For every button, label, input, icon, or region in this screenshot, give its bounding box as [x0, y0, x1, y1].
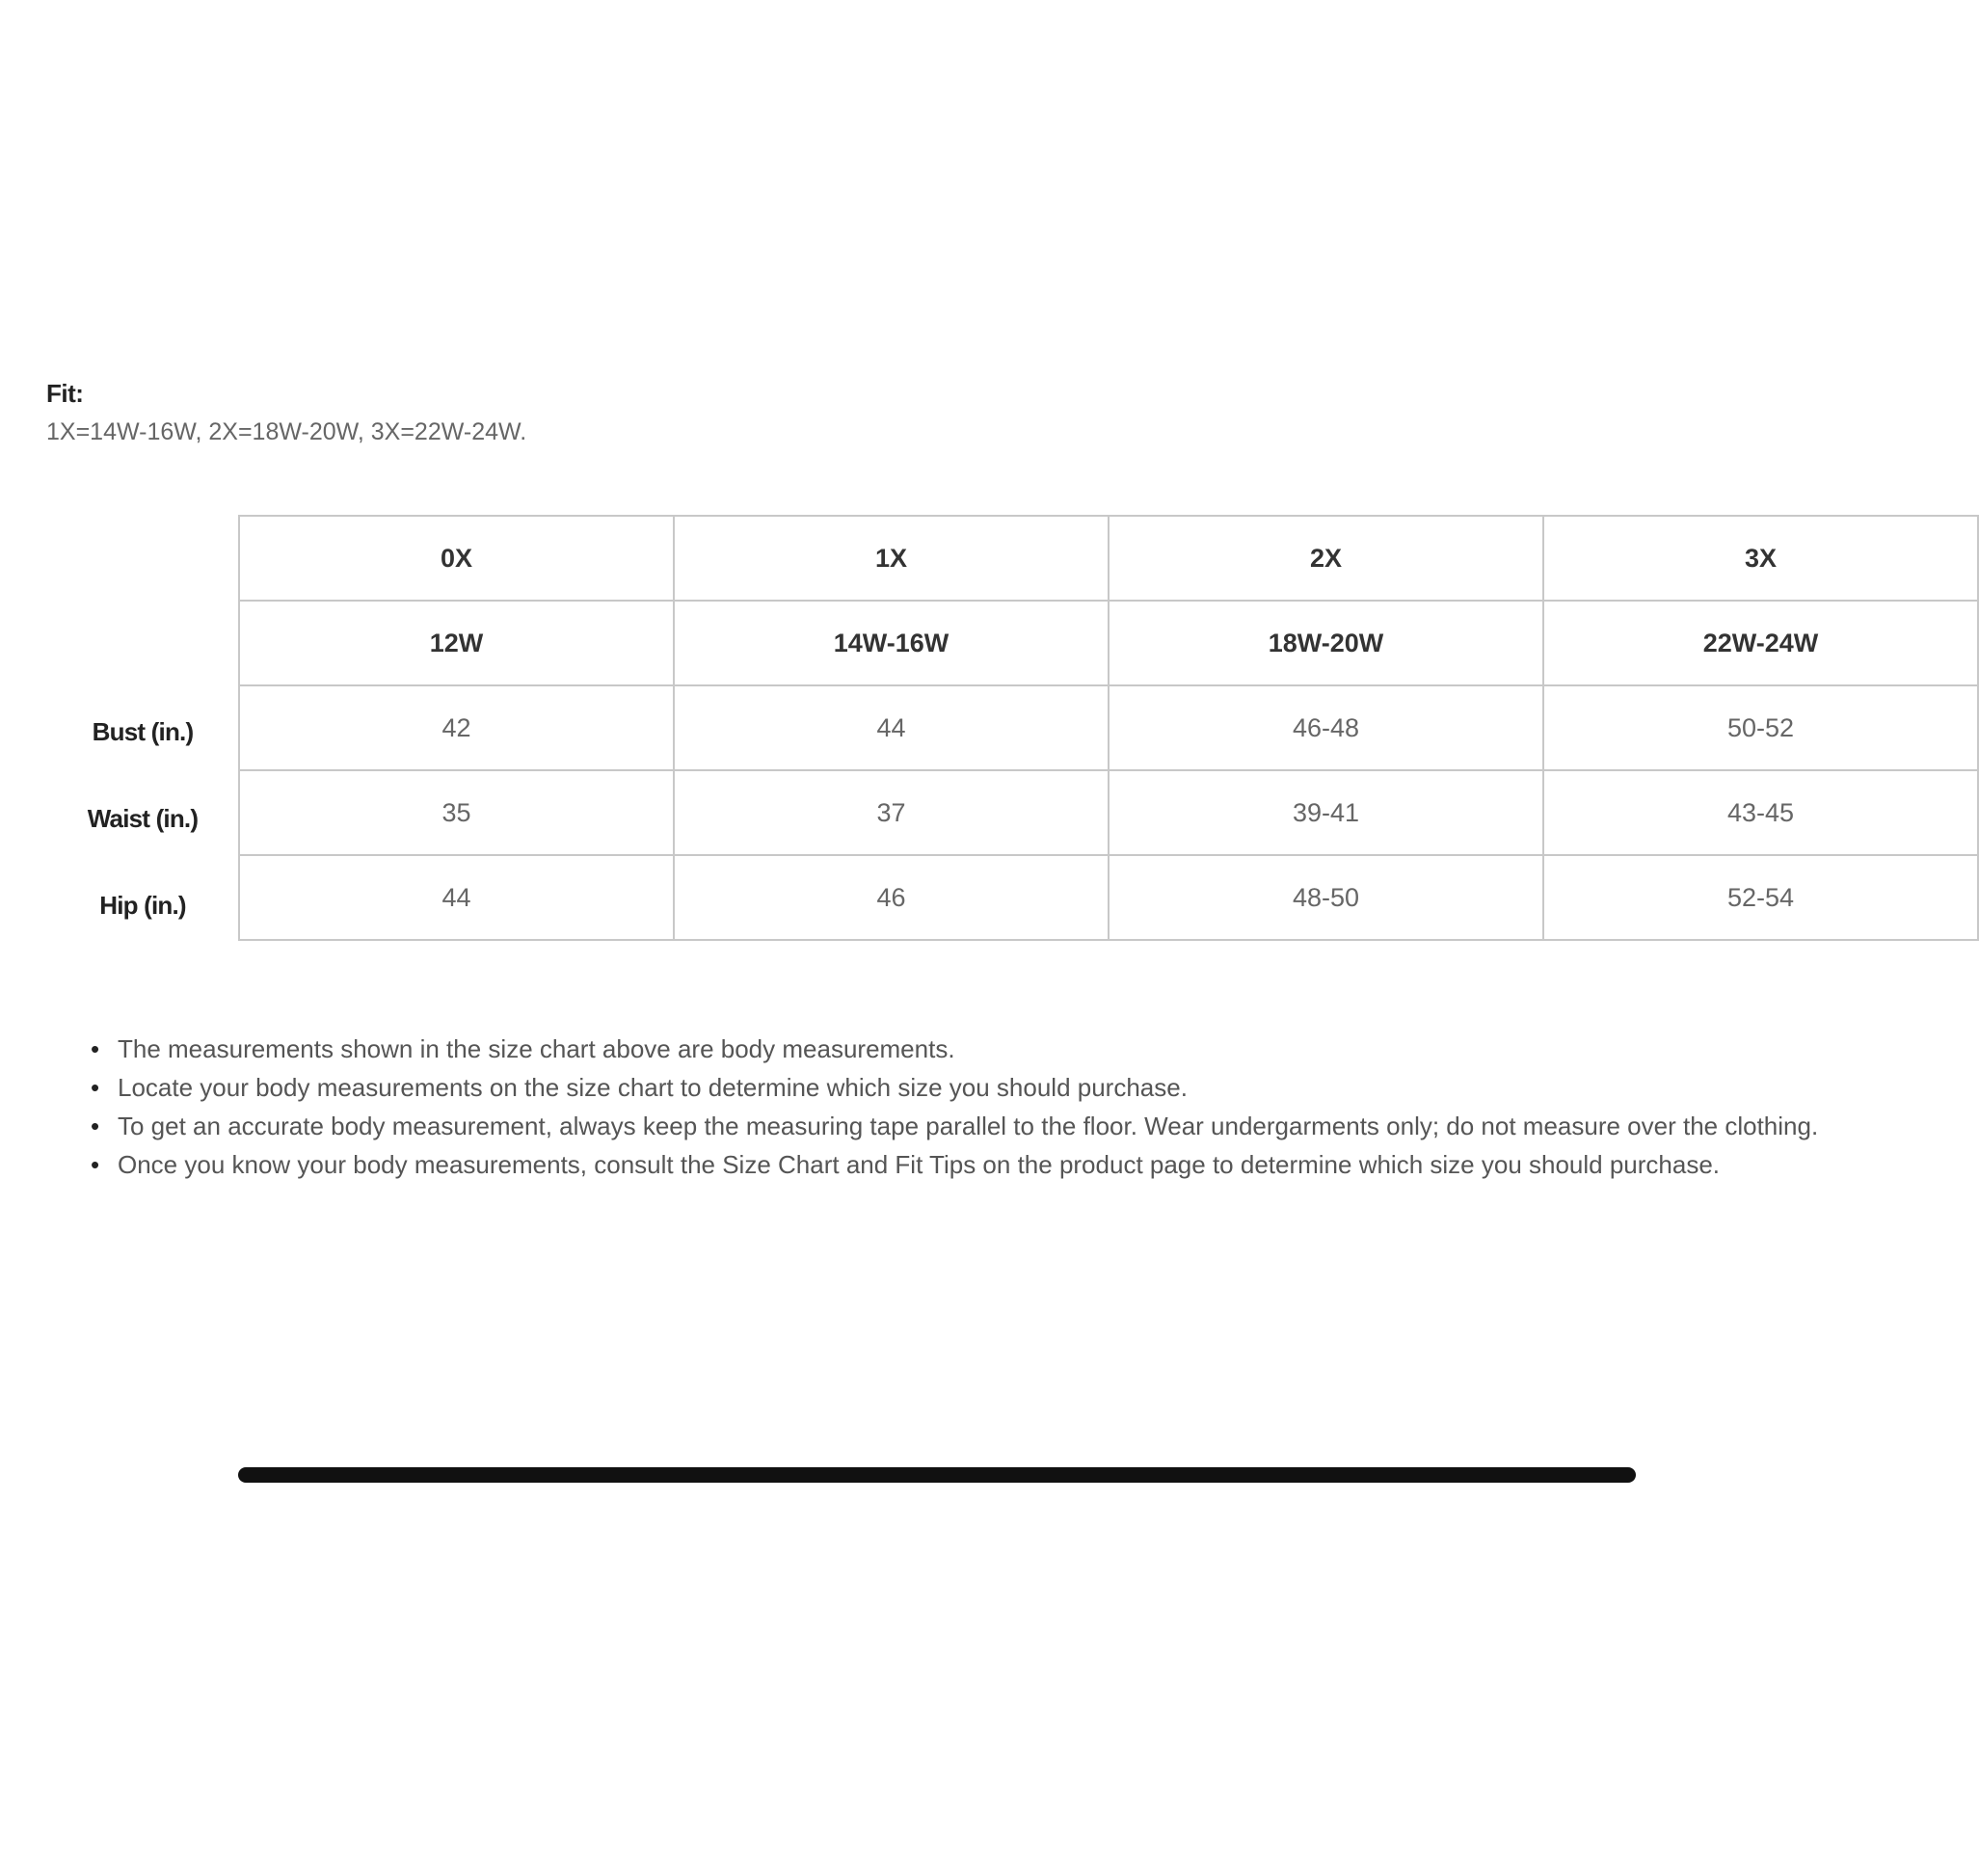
size-chart — [0, 515, 1819, 970]
table-cell: 35 — [239, 770, 674, 855]
table-cell: 46 — [674, 855, 1109, 940]
table-row-hip — [239, 855, 1978, 940]
table-cell: 44 — [239, 855, 674, 940]
table-cell: 42 — [239, 685, 674, 770]
fit-section — [46, 374, 526, 451]
fit-description: 1X=14W-16W, 2X=18W-20W, 3X=22W-24W. — [46, 418, 527, 445]
list-item: • To get an accurate body measurement, always keep the measuring tape parallel to the floor. Wear undergarments only; do not measure over the clothing. — [118, 1107, 1853, 1145]
table-cell: 39-41 — [1109, 770, 1543, 855]
table-row-waist — [239, 770, 1978, 855]
table-cell: 18W-20W — [1109, 601, 1543, 685]
table-cell: 14W-16W — [674, 601, 1109, 685]
table-cell: 37 — [674, 770, 1109, 855]
size-table-scroll-area[interactable] — [238, 515, 1819, 970]
table-cell: 43-45 — [1543, 770, 1978, 855]
table-cell: 3X — [1543, 516, 1978, 601]
table-cell: 52-54 — [1543, 855, 1978, 940]
table-cell: 48-50 — [1109, 855, 1543, 940]
table-cell: 2X — [1109, 516, 1543, 601]
table-cell: 46-48 — [1109, 685, 1543, 770]
table-cell: 22W-24W — [1543, 601, 1978, 685]
scrollbar-thumb[interactable] — [238, 1467, 1636, 1483]
table-row-women-sizes — [239, 601, 1978, 685]
list-item: • Once you know your body measurements, consult the Size Chart and Fit Tips on the product page to determine which size you should purchase. — [118, 1145, 1853, 1184]
fit-title: Fit: — [46, 379, 84, 408]
row-label-waist: Waist (in.) — [87, 803, 199, 833]
table-cell: 44 — [674, 685, 1109, 770]
size-table — [238, 515, 1979, 941]
table-row-alpha-sizes — [239, 516, 1978, 601]
list-item: • Locate your body measurements on the size chart to determine which size you should purchase. — [118, 1068, 1853, 1107]
list-item: • The measurements shown in the size chart above are body measurements. — [118, 1030, 1853, 1068]
table-cell: 1X — [674, 516, 1109, 601]
table-cell: 12W — [239, 601, 674, 685]
table-cell: 50-52 — [1543, 685, 1978, 770]
horizontal-scrollbar[interactable] — [238, 1467, 1793, 1483]
table-row-bust — [239, 685, 1978, 770]
row-label-hip: Hip (in.) — [99, 890, 186, 920]
measurement-notes — [46, 1030, 1853, 1184]
table-cell: 0X — [239, 516, 674, 601]
row-label-bust: Bust (in.) — [92, 716, 194, 746]
